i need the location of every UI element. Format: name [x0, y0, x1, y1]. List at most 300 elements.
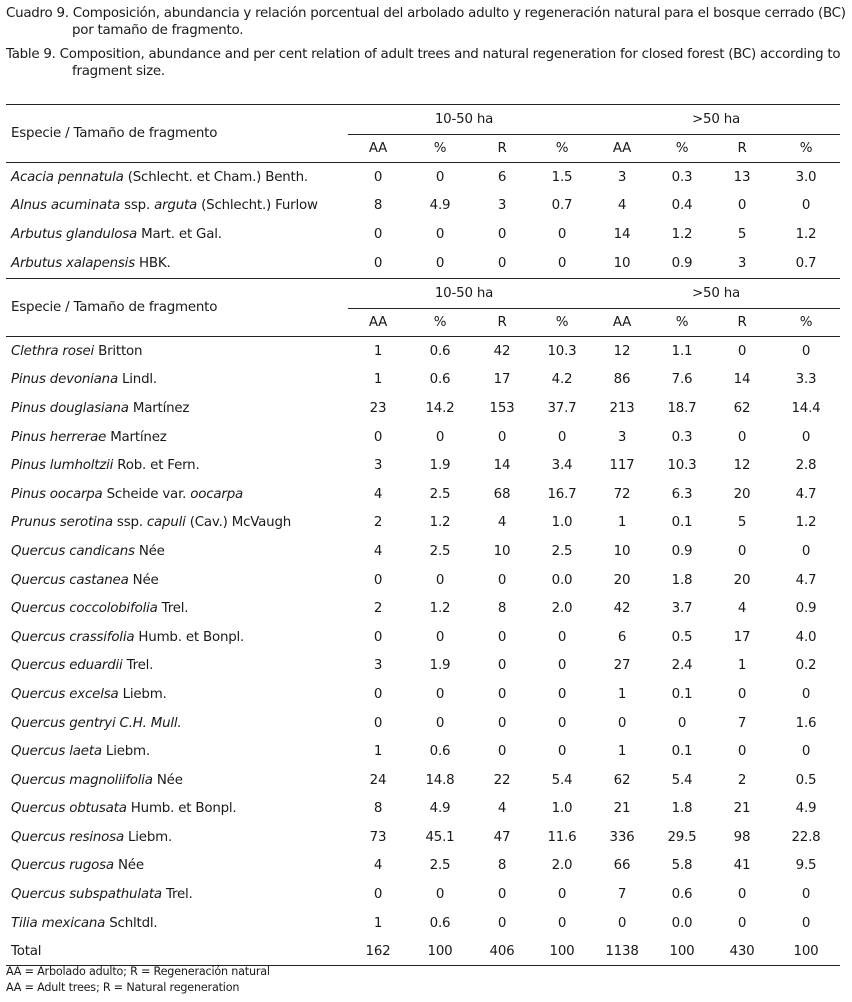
table-cell: 0.9	[671, 255, 693, 271]
table-cell: 0	[737, 744, 747, 760]
table-cell: 5.8	[671, 858, 693, 874]
species-author: Humb. et Bonpl.	[126, 801, 237, 817]
table-cell: 0	[373, 686, 383, 702]
species-column-header: Especie / Tamaño de fragmento	[6, 105, 348, 163]
table-row	[6, 394, 840, 423]
species-name	[6, 623, 348, 652]
table-cell: 1	[373, 343, 383, 359]
table-cell: 2	[737, 772, 747, 788]
table-cell: 2.5	[429, 486, 451, 502]
total-row	[6, 937, 840, 966]
table-cell: 5.4	[551, 772, 573, 788]
table-cell: 1.2	[671, 226, 693, 242]
group-header-10-50: 10-50 ha	[348, 279, 592, 309]
table-cell: 10	[613, 543, 631, 559]
table-row	[6, 709, 840, 738]
table-row	[6, 680, 840, 709]
table-cell: 0	[435, 169, 445, 185]
group-header-over-50: >50 ha	[592, 105, 840, 135]
species-binomial: Pinus lumholtzii	[11, 458, 114, 474]
table-cell: 5	[737, 515, 747, 531]
table-cell: 1.2	[795, 515, 817, 531]
column-header: AA	[348, 135, 408, 163]
table-row	[6, 623, 840, 652]
table-row	[6, 737, 840, 766]
table-cell: 0	[435, 715, 445, 731]
table-cell: 6	[497, 169, 507, 185]
table-cell: 0	[737, 686, 747, 702]
table-cell: 1.9	[429, 658, 451, 674]
species-author: HBK.	[134, 255, 171, 271]
table-cell: 14.2	[425, 400, 455, 416]
table-cell: 0.3	[671, 169, 693, 185]
table-cell: 0	[435, 572, 445, 588]
table-cell: 62	[613, 772, 631, 788]
table-row	[6, 366, 840, 395]
table-row	[6, 537, 840, 566]
table-cell: 1	[737, 658, 747, 674]
column-header: %	[772, 309, 840, 337]
table-cell: 0	[801, 543, 811, 559]
table-cell: 153	[489, 400, 515, 416]
species-name	[6, 509, 348, 538]
table-cell: 0	[557, 429, 567, 445]
table-cell: 20	[733, 572, 751, 588]
table-cell: 2.5	[429, 543, 451, 559]
table-cell: 0	[497, 715, 507, 731]
species-binomial: Clethra rosei	[11, 343, 95, 359]
caption-en-line2: fragment size.	[72, 64, 165, 79]
table-cell: 7	[737, 715, 747, 731]
species-author: Trel.	[122, 658, 154, 674]
table-cell: 0	[557, 915, 567, 931]
species-name	[6, 766, 348, 795]
table-cell: 0	[737, 915, 747, 931]
table-cell: 4.2	[551, 372, 573, 388]
caption-spanish	[6, 5, 846, 39]
table-cell: 0	[737, 887, 747, 903]
table-cell: 0	[373, 629, 383, 645]
table-cell: 0	[557, 686, 567, 702]
table-cell: 23	[369, 400, 387, 416]
table-row	[6, 594, 840, 623]
column-header: R	[472, 135, 532, 163]
table-cell: 0.6	[429, 915, 451, 931]
table-cell: 8	[497, 601, 507, 617]
table-cell: 0.1	[671, 686, 693, 702]
species-name	[6, 366, 348, 395]
species-name	[6, 680, 348, 709]
caption-es-line1: Cuadro 9. Composición, abundancia y relación porcentual del arbolado adulto y regeneración natural para el bosque cerrado (BC)	[6, 6, 846, 21]
species-binomial: Prunus serotina	[11, 515, 113, 531]
footnote-english: AA = Adult trees; R = Natural regeneration	[6, 981, 240, 994]
species-author: Schltdl.	[105, 915, 158, 931]
species-name	[6, 852, 348, 881]
table-cell: 17	[733, 629, 751, 645]
table-cell: 1	[617, 686, 627, 702]
table-cell: 0.7	[551, 198, 573, 214]
table-row	[6, 480, 840, 509]
table-cell: 0	[497, 629, 507, 645]
table-cell: 0.5	[795, 772, 817, 788]
table-cell: 22.8	[791, 829, 821, 845]
species-binomial: Alnus acuminata	[11, 198, 121, 214]
table-cell: 45.1	[425, 829, 455, 845]
table-cell: 98	[733, 829, 751, 845]
species-name	[6, 394, 348, 423]
table-cell: 0.0	[551, 572, 573, 588]
table-cell: 1	[373, 744, 383, 760]
table-cell: 0	[373, 887, 383, 903]
table-cell: 7	[617, 887, 627, 903]
table-cell: 0.6	[671, 887, 693, 903]
species-binomial: Quercus laeta	[11, 744, 102, 760]
table-cell: 20	[613, 572, 631, 588]
table-cell: 21	[733, 801, 751, 817]
table-cell: 0	[557, 255, 567, 271]
species-name	[6, 337, 348, 366]
table-cell: 86	[613, 372, 631, 388]
species-binomial: Quercus candicans	[11, 543, 135, 559]
table-cell: 0	[373, 169, 383, 185]
table-row	[6, 509, 840, 538]
table-cell: 3.3	[795, 372, 817, 388]
table-cell: 5	[737, 226, 747, 242]
table-cell: 0	[737, 429, 747, 445]
table-cell: 4	[497, 515, 507, 531]
header-row-groups	[6, 105, 840, 135]
table-cell: 22	[493, 772, 511, 788]
table-cell: 0.2	[795, 658, 817, 674]
table-cell: 0	[497, 887, 507, 903]
species-name	[6, 823, 348, 852]
table-cell: 4	[373, 858, 383, 874]
species-binomial: Quercus crassifolia	[11, 629, 135, 645]
table-cell: 0	[557, 744, 567, 760]
table-cell: 6	[617, 629, 627, 645]
table-cell: 7.6	[671, 372, 693, 388]
table-cell: 1.5	[551, 169, 573, 185]
column-header: %	[652, 309, 712, 337]
total-cell: 100	[772, 937, 840, 966]
species-table-2	[6, 278, 840, 966]
species-name	[6, 192, 348, 221]
species-column-header: Especie / Tamaño de fragmento	[6, 279, 348, 337]
table-cell: 12	[733, 458, 751, 474]
column-header: %	[408, 309, 472, 337]
table-row	[6, 823, 840, 852]
table-cell: 0	[373, 572, 383, 588]
table-cell: 1.0	[551, 801, 573, 817]
species-binomial: Quercus castanea	[11, 572, 129, 588]
table-cell: 0	[557, 226, 567, 242]
table-cell: 4.9	[429, 198, 451, 214]
species-name	[6, 709, 348, 738]
column-header: R	[472, 309, 532, 337]
table-cell: 0	[801, 915, 811, 931]
table-cell: 14	[613, 226, 631, 242]
species-name	[6, 880, 348, 909]
table-row	[6, 652, 840, 681]
table-cell: 2.0	[551, 858, 573, 874]
caption-english	[6, 46, 846, 80]
species-name	[6, 220, 348, 249]
table-cell: 1.9	[429, 458, 451, 474]
table-cell: 27	[613, 658, 631, 674]
species-binomial: Arbutus xalapensis	[11, 255, 135, 271]
species-binomial: Pinus douglasiana	[11, 400, 129, 416]
table-cell: 37.7	[547, 400, 577, 416]
table-cell: 2	[373, 601, 383, 617]
species-infraspecific: C.H. Mull.	[119, 715, 182, 731]
table-cell: 0.7	[795, 255, 817, 271]
table-cell: 12	[613, 343, 631, 359]
table-cell: 0	[497, 429, 507, 445]
table-cell: 3.7	[671, 601, 693, 617]
table-cell: 3	[373, 658, 383, 674]
column-header: R	[712, 135, 772, 163]
table-row	[6, 909, 840, 938]
species-name	[6, 423, 348, 452]
table-cell: 42	[493, 343, 511, 359]
table-cell: 0	[617, 915, 627, 931]
table-cell: 0	[801, 343, 811, 359]
species-author: Humb. et Bonpl.	[134, 629, 245, 645]
species-infraspecific: oocarpa	[190, 486, 244, 502]
table-cell: 0	[677, 715, 687, 731]
table-cell: 72	[613, 486, 631, 502]
table-cell: 14.8	[425, 772, 455, 788]
table-cell: 3	[617, 169, 627, 185]
table-cell: 0	[435, 629, 445, 645]
table-row	[6, 880, 840, 909]
table-cell: 18.7	[667, 400, 697, 416]
table-cell: 0	[557, 658, 567, 674]
table-cell: 1.2	[795, 226, 817, 242]
species-binomial: Quercus obtusata	[11, 801, 127, 817]
species-author: Liebm.	[101, 744, 150, 760]
table-row	[6, 795, 840, 824]
species-author: Mart. et Gal.	[137, 226, 222, 242]
table-cell: 4.7	[795, 486, 817, 502]
species-author: ssp.	[112, 515, 147, 531]
table-cell: 0	[557, 629, 567, 645]
group-header-over-50: >50 ha	[592, 279, 840, 309]
table-cell: 0	[497, 915, 507, 931]
table-cell: 3	[373, 458, 383, 474]
table-cell: 0	[801, 686, 811, 702]
table-row	[6, 220, 840, 249]
table-cell: 213	[609, 400, 635, 416]
table-cell: 2.5	[551, 543, 573, 559]
column-header: %	[532, 309, 592, 337]
caption-es-line2: por tamaño de fragmento.	[72, 23, 244, 38]
table-cell: 1	[373, 915, 383, 931]
table-cell: 0.9	[671, 543, 693, 559]
table-cell: 0.3	[671, 429, 693, 445]
species-name	[6, 594, 348, 623]
table-cell: 10.3	[667, 458, 697, 474]
species-name	[6, 480, 348, 509]
column-header: %	[652, 135, 712, 163]
species-name	[6, 537, 348, 566]
total-cell: 406	[472, 937, 532, 966]
table-cell: 0.4	[671, 198, 693, 214]
table-cell: 5.4	[671, 772, 693, 788]
table-row	[6, 451, 840, 480]
table-cell: 17	[493, 372, 511, 388]
total-cell: 100	[532, 937, 592, 966]
footnote-spanish: AA = Arbolado adulto; R = Regeneración natural	[6, 965, 270, 978]
table-cell: 24	[369, 772, 387, 788]
table-cell: 1	[373, 372, 383, 388]
table-cell: 0	[373, 226, 383, 242]
species-author: Liebm.	[123, 829, 173, 845]
total-cell: 100	[408, 937, 472, 966]
total-label: Total	[6, 937, 348, 966]
table-cell: 117	[609, 458, 635, 474]
total-cell: 100	[652, 937, 712, 966]
header-row-groups	[6, 279, 840, 309]
table-cell: 0	[801, 198, 811, 214]
table-cell: 11.6	[547, 829, 577, 845]
table-cell: 3.4	[551, 458, 573, 474]
table-cell: 1	[617, 515, 627, 531]
table-cell: 0	[617, 715, 627, 731]
table-cell: 336	[609, 829, 635, 845]
table-cell: 68	[493, 486, 511, 502]
table-cell: 1.0	[551, 515, 573, 531]
table-cell: 3	[737, 255, 747, 271]
table-cell: 0	[801, 429, 811, 445]
column-header: %	[772, 135, 840, 163]
species-name	[6, 652, 348, 681]
total-cell: 1138	[592, 937, 652, 966]
table-cell: 62	[733, 400, 751, 416]
table-cell: 42	[613, 601, 631, 617]
table-cell: 4.9	[429, 801, 451, 817]
table-row	[6, 566, 840, 595]
species-name	[6, 451, 348, 480]
table-cell: 1.1	[671, 343, 693, 359]
species-author: Martínez	[128, 400, 190, 416]
species-author: Martínez	[106, 429, 167, 445]
table-cell: 4	[373, 543, 383, 559]
table-cell: 2	[373, 515, 383, 531]
species-author: Née	[113, 858, 144, 874]
table-cell: 2.4	[671, 658, 693, 674]
table-cell: 9.5	[795, 858, 817, 874]
table-cell: 0	[737, 343, 747, 359]
species-binomial: Arbutus glandulosa	[11, 226, 138, 242]
table-cell: 0	[737, 198, 747, 214]
table-cell: 0	[497, 226, 507, 242]
table-cell: 0.5	[671, 629, 693, 645]
species-binomial: Quercus resinosa	[11, 829, 124, 845]
table-cell: 2.8	[795, 458, 817, 474]
table-cell: 0.0	[671, 915, 693, 931]
species-binomial: Quercus subspathulata	[11, 887, 162, 903]
species-author: ssp.	[120, 198, 155, 214]
table-row	[6, 192, 840, 221]
species-author-2: (Cav.) McVaugh	[185, 515, 292, 531]
table-cell: 73	[369, 829, 387, 845]
table-cell: 0	[435, 429, 445, 445]
table-cell: 0	[801, 744, 811, 760]
column-header: %	[532, 135, 592, 163]
species-binomial: Acacia pennatula	[11, 169, 124, 185]
table-cell: 47	[493, 829, 511, 845]
table-cell: 8	[373, 801, 383, 817]
species-infraspecific: capuli	[146, 515, 186, 531]
table-cell: 1.8	[671, 801, 693, 817]
table-cell: 0.6	[429, 343, 451, 359]
table-cell: 10	[493, 543, 511, 559]
table-cell: 4	[373, 486, 383, 502]
total-cell: 162	[348, 937, 408, 966]
table-cell: 4	[737, 601, 747, 617]
species-name	[6, 163, 348, 192]
table-cell: 2.0	[551, 601, 573, 617]
species-author: Lindl.	[117, 372, 157, 388]
table-cell: 1.2	[429, 601, 451, 617]
caption-en-line1: Table 9. Composition, abundance and per cent relation of adult trees and natural regeneration for closed forest (BC) according to	[6, 47, 841, 62]
species-author: Liebm.	[118, 686, 167, 702]
table-cell: 0	[435, 887, 445, 903]
table-cell: 14	[733, 372, 751, 388]
species-name	[6, 566, 348, 595]
species-author: Britton	[94, 343, 143, 359]
species-binomial: Pinus devoniana	[11, 372, 118, 388]
table-cell: 14	[493, 458, 511, 474]
species-author: Née	[134, 543, 165, 559]
species-binomial: Pinus oocarpa	[11, 486, 103, 502]
table-cell: 10	[613, 255, 631, 271]
table-cell: 3	[497, 198, 507, 214]
table-cell: 8	[373, 198, 383, 214]
table-cell: 29.5	[667, 829, 697, 845]
table-cell: 0.6	[429, 372, 451, 388]
table-cell: 0	[435, 226, 445, 242]
table-row	[6, 423, 840, 452]
table-cell: 0	[557, 715, 567, 731]
species-binomial: Pinus herrerae	[11, 429, 107, 445]
species-name	[6, 737, 348, 766]
table-cell: 0	[373, 429, 383, 445]
species-binomial: Tilia mexicana	[11, 915, 106, 931]
species-author: Scheide var.	[102, 486, 191, 502]
table-cell: 3	[617, 429, 627, 445]
species-binomial: Quercus rugosa	[11, 858, 114, 874]
species-table-1	[6, 104, 840, 277]
table-row	[6, 337, 840, 366]
column-header: AA	[592, 309, 652, 337]
table-cell: 4	[497, 801, 507, 817]
column-header: AA	[348, 309, 408, 337]
table-cell: 0	[737, 543, 747, 559]
species-binomial: Quercus magnoliifolia	[11, 772, 153, 788]
table-cell: 3.0	[795, 169, 817, 185]
table-cell: 16.7	[547, 486, 577, 502]
table-cell: 0	[497, 572, 507, 588]
table-row	[6, 249, 840, 278]
table-cell: 0.6	[429, 744, 451, 760]
table-cell: 0	[435, 255, 445, 271]
table-cell: 0	[497, 658, 507, 674]
table-cell: 1.8	[671, 572, 693, 588]
table-cell: 66	[613, 858, 631, 874]
species-binomial: Quercus excelsa	[11, 686, 119, 702]
